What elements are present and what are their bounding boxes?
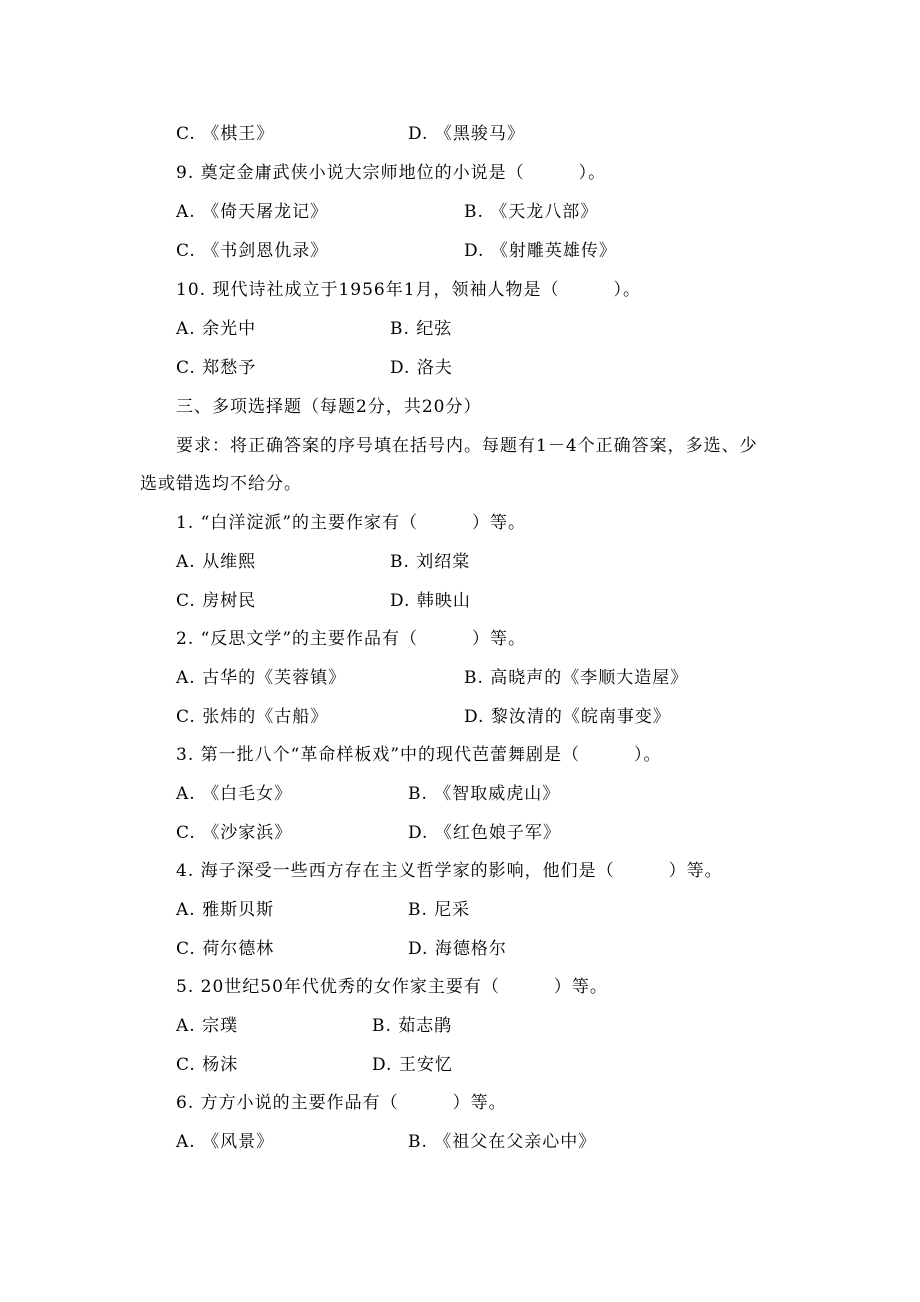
question-6: 6. 方方小说的主要作品有（ ）等。 bbox=[176, 1093, 507, 1113]
question-4: 4. 海子深受一些西方存在主义哲学家的影响，他们是（ ）等。 bbox=[176, 861, 723, 881]
option-b: B. 刘绍棠 bbox=[390, 552, 471, 572]
option-b: B. 尼采 bbox=[408, 900, 471, 920]
option-a: A. 《风景》 bbox=[176, 1132, 275, 1152]
option-d: D. 黎汝清的《皖南事变》 bbox=[464, 707, 671, 727]
option-a: A. 宗璞 bbox=[176, 1016, 239, 1036]
option-c: C. 《沙家浜》 bbox=[176, 823, 293, 843]
option-d: D. 韩映山 bbox=[390, 591, 471, 611]
question-9: 9. 奠定金庸武侠小说大宗师地位的小说是（ ）。 bbox=[176, 163, 607, 183]
question-5: 5. 20世纪50年代优秀的女作家主要有（ ）等。 bbox=[176, 977, 608, 997]
option-d: D. 《红色娘子军》 bbox=[408, 823, 561, 843]
option-c: C. 《棋王》 bbox=[176, 124, 275, 144]
option-a: A. 雅斯贝斯 bbox=[176, 900, 275, 920]
option-c: C. 张炜的《古船》 bbox=[176, 707, 329, 727]
section-heading: 三、多项选择题（每题2分，共20分） bbox=[176, 397, 482, 417]
option-b: B. 《祖父在父亲心中》 bbox=[408, 1132, 597, 1152]
option-c: C. 荷尔德林 bbox=[176, 939, 275, 959]
question-2: 2. “反思文学”的主要作品有（ ）等。 bbox=[176, 629, 527, 649]
option-d: D. 《黑骏马》 bbox=[408, 124, 525, 144]
option-d: D. 《射雕英雄传》 bbox=[464, 241, 617, 261]
question-1: 1. “白洋淀派”的主要作家有（ ）等。 bbox=[176, 513, 527, 533]
option-c: C. 杨沫 bbox=[176, 1055, 239, 1075]
question-3: 3. 第一批八个“革命样板戏”中的现代芭蕾舞剧是（ ）。 bbox=[176, 745, 662, 765]
option-b: B. 《智取威虎山》 bbox=[408, 784, 561, 804]
section-instruction: 要求：将正确答案的序号填在括号内。每题有1－4个正确答案，多选、少 bbox=[176, 436, 758, 456]
option-a: A. 余光中 bbox=[176, 319, 257, 339]
option-b: B. 《天龙八部》 bbox=[464, 202, 599, 222]
section-instruction-cont: 选或错选均不给分。 bbox=[140, 474, 302, 494]
option-a: A. 《白毛女》 bbox=[176, 784, 293, 804]
option-b: B. 高晓声的《李顺大造屋》 bbox=[464, 668, 689, 688]
option-c: C. 郑愁予 bbox=[176, 358, 257, 378]
option-b: B. 纪弦 bbox=[390, 319, 453, 339]
option-d: D. 海德格尔 bbox=[408, 939, 507, 959]
question-10: 10. 现代诗社成立于1956年1月，领袖人物是（ ）。 bbox=[176, 280, 642, 300]
option-c: C. 《书剑恩仇录》 bbox=[176, 241, 329, 261]
option-a: A. 《倚天屠龙记》 bbox=[176, 202, 329, 222]
option-b: B. 茹志鹃 bbox=[372, 1016, 453, 1036]
option-a: A. 从维熙 bbox=[176, 552, 257, 572]
option-c: C. 房树民 bbox=[176, 591, 257, 611]
option-d: D. 洛夫 bbox=[390, 358, 453, 378]
option-d: D. 王安忆 bbox=[372, 1055, 453, 1075]
option-a: A. 古华的《芙蓉镇》 bbox=[176, 668, 347, 688]
